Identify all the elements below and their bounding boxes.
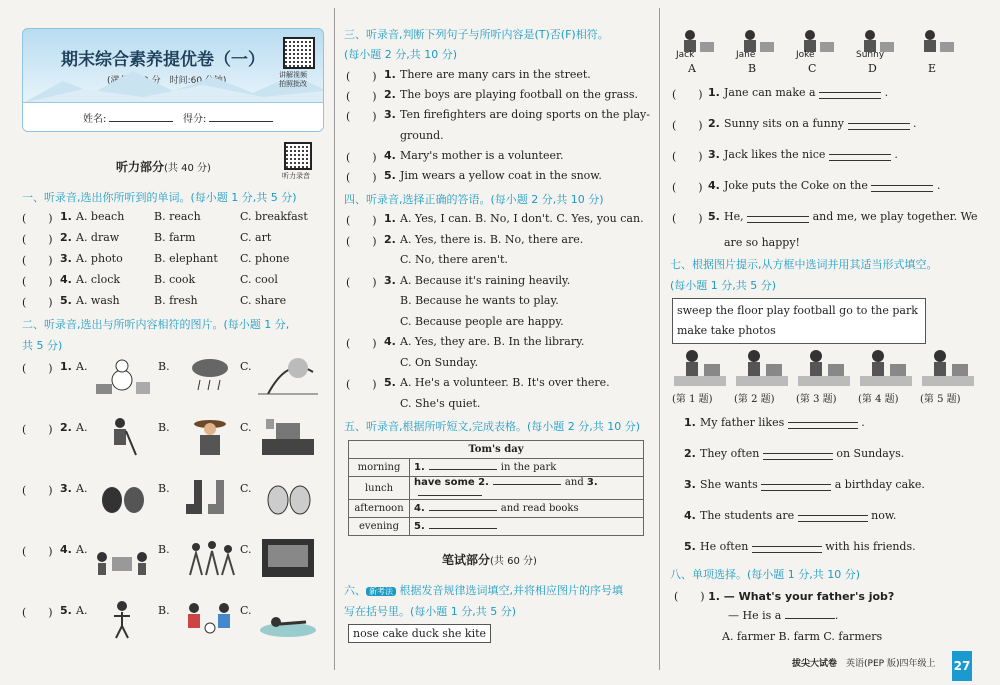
sentence: Joke puts the Coke on the . [724, 179, 941, 192]
option-picture-a[interactable] [92, 354, 152, 400]
item-number: 1. [684, 416, 696, 429]
section-6-title-cont: 写在括号里。(每小题 1 分,共 5 分) [344, 605, 517, 618]
option-b-label: B. [158, 482, 170, 495]
section-7-picture [674, 348, 726, 390]
new-method-badge: 新考法 [366, 587, 396, 596]
section-6-letter: A [688, 62, 696, 75]
item-number: 3. [684, 478, 696, 491]
answer-blank[interactable] [848, 118, 910, 130]
option-c-label: C. [240, 421, 252, 434]
row-label: evening [349, 518, 410, 536]
section-7-caption: (第 1 题) [672, 394, 713, 405]
answer-bracket[interactable]: ( ) [22, 296, 53, 309]
answer-blank[interactable] [429, 528, 497, 529]
item-number: 3. [384, 273, 396, 287]
option-a-label: A. [76, 604, 88, 617]
answer-bracket[interactable]: ( ) [22, 212, 53, 225]
option-b-label: B. [158, 360, 170, 373]
answer-bracket[interactable]: ( ) [22, 233, 53, 246]
option-c-label: C. [240, 482, 252, 495]
item-number: 3. [708, 148, 720, 161]
section-6-letter: E [928, 62, 937, 75]
option-picture-c[interactable] [258, 476, 318, 522]
item-number: 3. [60, 482, 72, 495]
table-title: Tom's day [349, 441, 644, 459]
section-6-letter: C [808, 62, 817, 75]
options-line[interactable]: A. Yes, they are. B. In the library. [400, 335, 585, 348]
options-line[interactable]: A. Yes, I can. B. No, I don't. C. Yes, you can. [400, 212, 644, 225]
row-label: morning [349, 459, 410, 477]
qr-caption: 听力录音 [282, 172, 310, 180]
item-number: 5. [384, 169, 396, 182]
option-c-label: C. [240, 360, 252, 373]
options-line[interactable]: C. Because people are happy. [400, 314, 564, 328]
name-score-bar [23, 102, 323, 131]
item-number: 2. [684, 447, 696, 460]
option-b[interactable]: B. elephant [154, 252, 218, 265]
answer-bracket[interactable]: ( ) [22, 423, 53, 436]
item-number: 1. [60, 210, 72, 223]
section-2-title-cont: 共 5 分) [22, 339, 63, 352]
statement: There are many cars in the street. [400, 68, 591, 81]
section-7-picture [798, 348, 850, 390]
option-picture-c[interactable] [258, 354, 318, 400]
option-b[interactable]: B. reach [154, 210, 201, 223]
option-b-label: B. [158, 543, 170, 556]
section-8-title: 八、单项选择。(每小题 1 分,共 10 分) [670, 568, 861, 581]
answer-blank[interactable] [788, 417, 858, 429]
answer-bracket[interactable]: ( ) [672, 150, 703, 163]
option-picture-a[interactable] [92, 415, 152, 461]
option-picture-c[interactable] [258, 537, 318, 583]
column-divider [334, 8, 335, 670]
section-8-q1: ( ) 1. — What's your father's job? [674, 590, 895, 603]
answer-bracket[interactable]: ( ) [346, 110, 377, 123]
exam-meta: (满分:100 分 时间:60 分钟) [107, 76, 227, 86]
section-1-title: 一、听录音,选出你所听到的单词。(每小题 1 分,共 5 分) [22, 191, 297, 204]
item-number: 1. [384, 68, 396, 81]
statement: Ten firefighters are doing sports on the play- [400, 108, 650, 121]
answer-bracket[interactable]: ( ) [346, 151, 377, 164]
column-divider [659, 8, 660, 670]
section-6-letter: D [868, 62, 877, 75]
option-a[interactable]: A. wash [76, 294, 120, 307]
written-heading: 笔试部分(共 60 分) [442, 553, 537, 567]
sentence: Sunny sits on a funny . [724, 117, 917, 130]
item-number: 5. [684, 540, 696, 553]
sentence: He often with his friends. [700, 540, 916, 553]
row-content[interactable]: have some 2. and 3. [410, 477, 644, 500]
item-number: 1. [384, 212, 396, 225]
section-6-word-box: nose cake duck she kite [348, 624, 491, 643]
section-7-title-cont: (每小题 1 分,共 5 分) [670, 279, 777, 292]
statement: The boys are playing football on the grass. [400, 88, 638, 101]
option-picture-b[interactable] [180, 598, 240, 644]
option-c[interactable]: C. share [240, 294, 287, 307]
answer-bracket[interactable]: ( ) [346, 275, 377, 289]
sentence: They often on Sundays. [700, 447, 905, 460]
answer-bracket[interactable]: ( ) [346, 378, 377, 391]
statement-cont: ground. [400, 129, 444, 142]
option-a[interactable]: A. clock [76, 273, 121, 286]
answer-blank[interactable] [493, 484, 561, 485]
section-6-name: Jack [676, 50, 695, 60]
statement: Mary's mother is a volunteer. [400, 149, 564, 162]
section-7-caption: (第 5 题) [920, 394, 961, 405]
option-c[interactable]: C. phone [240, 252, 290, 265]
option-a[interactable]: A. draw [76, 231, 120, 244]
option-picture-b[interactable] [180, 354, 240, 400]
section-6-name: Joke [796, 50, 815, 60]
answer-blank[interactable] [747, 211, 809, 223]
listening-heading: 听力部分(共 40 分) [116, 160, 211, 174]
answer-blank[interactable] [418, 495, 482, 496]
table-row [349, 518, 644, 536]
section-4-title: 四、听录音,选择正确的答语。(每小题 2 分,共 10 分) [344, 193, 604, 206]
answer-blank[interactable] [798, 510, 868, 522]
row-content[interactable]: 1. in the park [410, 459, 644, 477]
exam-title: 期末综合素养提优卷（一） [61, 50, 265, 70]
answer-blank[interactable] [871, 180, 933, 192]
item-number: 4. [708, 179, 720, 192]
section-7-word-box: sweep the floor play football go to the park make take photos [672, 298, 926, 344]
answer-bracket[interactable]: ( ) [672, 119, 703, 132]
title-banner [22, 28, 324, 132]
answer-bracket[interactable]: ( ) [346, 171, 377, 184]
section-7-picture [860, 348, 912, 390]
section-3-title-cont: (每小题 2 分,共 10 分) [344, 48, 458, 61]
option-picture-a[interactable] [92, 476, 152, 522]
sentence: Jane can make a . [724, 86, 889, 99]
item-number: 3. [60, 252, 72, 265]
section-6-picture [914, 28, 958, 58]
section-8-q1-options: A. farmer B. farm C. farmers [722, 630, 883, 643]
options-line[interactable]: A. Because it's raining heavily. [400, 273, 571, 287]
table-row [349, 500, 644, 518]
option-a-label: A. [76, 543, 88, 556]
option-b[interactable]: B. cook [154, 273, 196, 286]
item-number: 3. [384, 108, 396, 121]
options-line[interactable]: B. Because he wants to play. [400, 294, 559, 307]
options-line[interactable]: A. He's a volunteer. B. It's over there. [400, 376, 610, 389]
option-a[interactable]: A. photo [76, 252, 123, 265]
answer-bracket[interactable]: ( ) [346, 70, 377, 83]
section-8-q1-answer: — He is a . [728, 609, 839, 622]
option-c[interactable]: C. art [240, 231, 272, 244]
option-c-label: C. [240, 543, 252, 556]
item-number: 4. [384, 335, 396, 348]
answer-blank[interactable] [763, 448, 833, 460]
item-number: 2. [384, 88, 396, 101]
option-c[interactable]: C. breakfast [240, 210, 308, 223]
sentence: She wants a birthday cake. [700, 478, 925, 491]
answer-bracket[interactable]: ( ) [22, 254, 53, 267]
mountain-decoration [23, 63, 323, 103]
option-b-label: B. [158, 604, 170, 617]
item-number: 5. [384, 376, 396, 389]
table-row [349, 459, 644, 477]
section-5-title: 五、听录音,根据所听短文,完成表格。(每小题 2 分,共 10 分) [344, 420, 641, 433]
sentence-cont: are so happy! [724, 236, 800, 249]
option-picture-c[interactable] [258, 415, 318, 461]
item-number: 1. [60, 360, 72, 373]
section-3-title: 三、听录音,判断下列句子与所听内容是(T)否(F)相符。 [344, 28, 609, 41]
answer-bracket[interactable]: ( ) [22, 545, 53, 558]
section-7-picture [736, 348, 788, 390]
name-label: 姓名: [83, 114, 107, 125]
option-picture-b[interactable] [180, 537, 240, 583]
section-7-picture [922, 348, 974, 390]
options-line[interactable]: C. No, there aren't. [400, 253, 508, 266]
row-label: afternoon [349, 500, 410, 518]
item-number: 2. [60, 231, 72, 244]
answer-bracket[interactable]: ( ) [22, 275, 53, 288]
option-picture-b[interactable] [180, 415, 240, 461]
answer-blank[interactable] [429, 469, 497, 470]
section-7-caption: (第 2 题) [734, 394, 775, 405]
item-number: 1. [708, 86, 720, 99]
section-6-name: Jane [736, 50, 756, 60]
option-picture-a[interactable] [92, 537, 152, 583]
option-a-label: A. [76, 421, 88, 434]
sentence: Jack likes the nice . [724, 148, 898, 161]
option-b-label: B. [158, 421, 170, 434]
qr-code-icon[interactable] [283, 37, 315, 69]
answer-bracket[interactable]: ( ) [346, 90, 377, 103]
footer-brand: 拔尖大试卷 英语(PEP 版)四年级上 [792, 659, 936, 669]
option-c[interactable]: C. cool [240, 273, 278, 286]
row-label: lunch [349, 477, 410, 500]
item-number: 2. [60, 421, 72, 434]
row-content[interactable]: 5. [410, 518, 644, 536]
qr-code-icon[interactable] [284, 142, 312, 170]
option-picture-a[interactable] [92, 598, 152, 644]
section-2-title: 二、听录音,选出与所听内容相符的图片。(每小题 1 分, [22, 318, 290, 331]
qr-caption: 讲解视频 拍照批改 [279, 71, 307, 88]
option-a-label: A. [76, 482, 88, 495]
sentence: He, and me, we play together. We [724, 210, 978, 223]
answer-bracket[interactable]: ( ) [22, 484, 53, 497]
score-blank[interactable] [209, 121, 273, 122]
item-number: 4. [384, 149, 396, 162]
item-number: 2. [384, 232, 396, 246]
score-label: 得分: [183, 114, 207, 125]
section-6-title: 六、 新考法 根据发音规律选词填空,并将相应图片的序号填 [344, 584, 623, 597]
answer-blank[interactable] [761, 479, 831, 491]
option-c-label: C. [240, 604, 252, 617]
item-number: 4. [684, 509, 696, 522]
option-b[interactable]: B. farm [154, 231, 196, 244]
options-line[interactable]: C. She's quiet. [400, 396, 481, 410]
item-number: 4. [60, 543, 72, 556]
answer-blank[interactable] [819, 87, 881, 99]
section-6-letter: B [748, 62, 757, 75]
item-number: 5. [60, 294, 72, 307]
section-7-title: 七、根据图片提示,从方框中选词并用其适当形式填空。 [670, 258, 938, 271]
table-row [349, 477, 644, 500]
page-number: 27 [952, 651, 972, 681]
section-7-caption: (第 4 题) [858, 394, 899, 405]
answer-blank[interactable] [752, 541, 822, 553]
options-line[interactable]: A. Yes, there is. B. No, there are. [400, 232, 584, 246]
answer-bracket[interactable]: ( ) [346, 214, 377, 227]
answer-bracket[interactable]: ( ) [672, 88, 703, 101]
statement: Jim wears a yellow coat in the snow. [400, 169, 602, 182]
toms-day-table [348, 440, 644, 536]
answer-bracket[interactable]: ( ) [346, 234, 377, 248]
section-6-name: Sunny [856, 50, 885, 60]
name-blank[interactable] [109, 121, 173, 122]
option-picture-b[interactable] [180, 476, 240, 522]
answer-bracket[interactable]: ( ) [22, 606, 53, 619]
answer-blank[interactable] [829, 149, 891, 161]
answer-bracket[interactable]: ( ) [672, 212, 703, 225]
sentence: My father likes . [700, 416, 865, 429]
answer-blank[interactable] [429, 510, 497, 511]
option-picture-c[interactable] [258, 598, 318, 644]
item-number: 2. [708, 117, 720, 130]
option-b[interactable]: B. fresh [154, 294, 198, 307]
option-a-label: A. [76, 360, 88, 373]
item-number: 5. [708, 210, 720, 223]
sentence: The students are now. [700, 509, 897, 522]
options-line[interactable]: C. On Sunday. [400, 355, 479, 369]
option-a[interactable]: A. beach [76, 210, 125, 223]
answer-bracket[interactable]: ( ) [346, 337, 377, 350]
item-number: 4. [60, 273, 72, 286]
row-content[interactable]: 4. and read books [410, 500, 644, 518]
answer-bracket[interactable]: ( ) [672, 181, 703, 194]
section-7-caption: (第 3 题) [796, 394, 837, 405]
answer-bracket[interactable]: ( ) [22, 362, 53, 375]
item-number: 5. [60, 604, 72, 617]
